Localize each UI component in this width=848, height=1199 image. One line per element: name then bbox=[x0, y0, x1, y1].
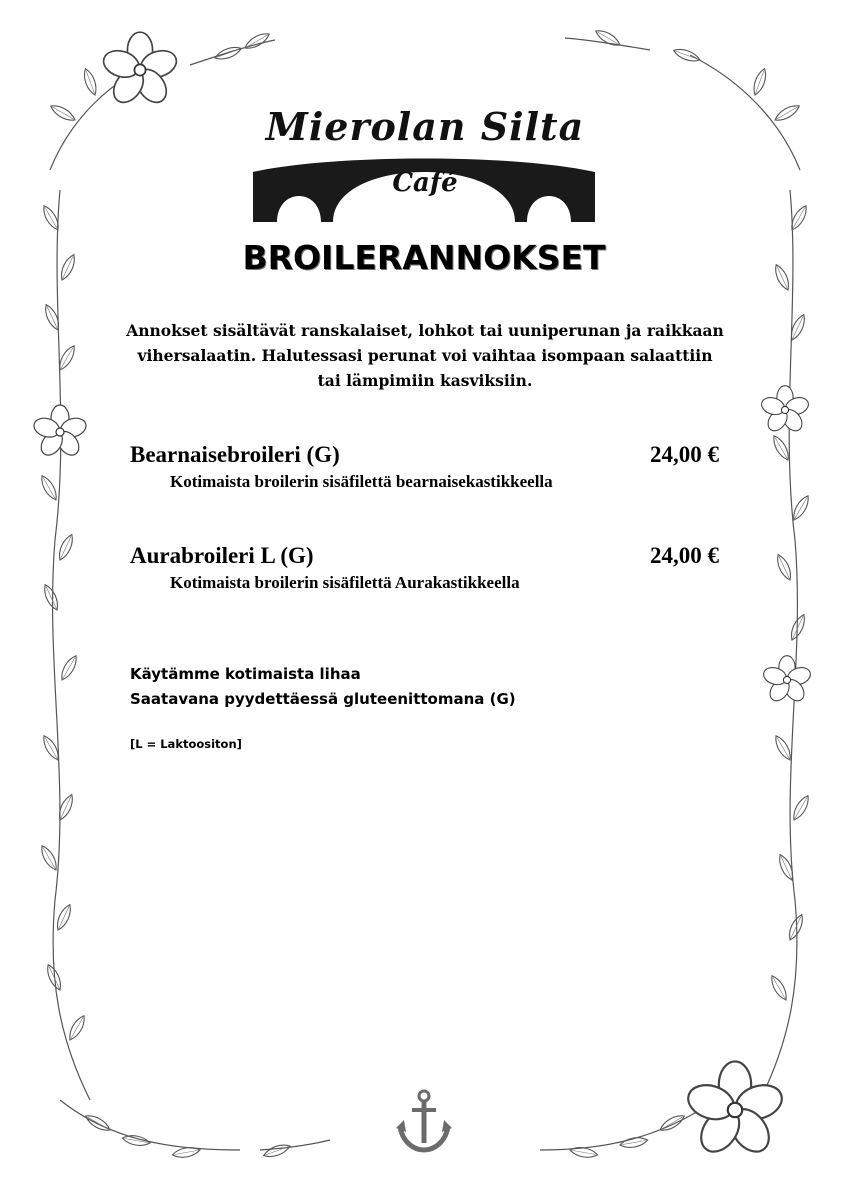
menu-item-price: 24,00 € bbox=[650, 543, 719, 568]
intro-line: Annokset sisältävät ranskalaiset, lohkot tai uuniperunan ja raikkaan bbox=[126, 321, 724, 340]
intro-line: vihersalaatin. Halutessasi perunat voi vaihtaa isompaan salaattiin bbox=[137, 346, 713, 365]
intro-line: tai lämpimiin kasviksiin. bbox=[317, 371, 533, 390]
brand-subtitle: Café bbox=[392, 168, 458, 198]
menu-item-description: Kotimaista broilerin sisäfilettä Aurakastikkeella bbox=[170, 573, 520, 592]
menu-item-name: Aurabroileri L (G) bbox=[130, 543, 314, 568]
menu-item-description: Kotimaista broilerin sisäfilettä bearnaisekastikkeella bbox=[170, 472, 553, 491]
intro-text bbox=[95, 318, 755, 393]
note-domestic-meat: Käytämme kotimaista lihaa bbox=[130, 665, 361, 683]
legend-lactose-free: [L = Laktoositon] bbox=[130, 737, 242, 751]
page-title: BROILERANNOKSET bbox=[242, 238, 606, 277]
menu-item-price: 24,00 € bbox=[650, 442, 719, 467]
right-vine bbox=[760, 190, 797, 1100]
anchor-icon bbox=[396, 1088, 452, 1154]
brand-name: Mierolan Silta bbox=[265, 104, 585, 149]
menu-item-name: Bearnaisebroileri (G) bbox=[130, 442, 340, 467]
note-gluten-free: Saatavana pyydettäessä gluteenittomana (G) bbox=[130, 690, 516, 708]
